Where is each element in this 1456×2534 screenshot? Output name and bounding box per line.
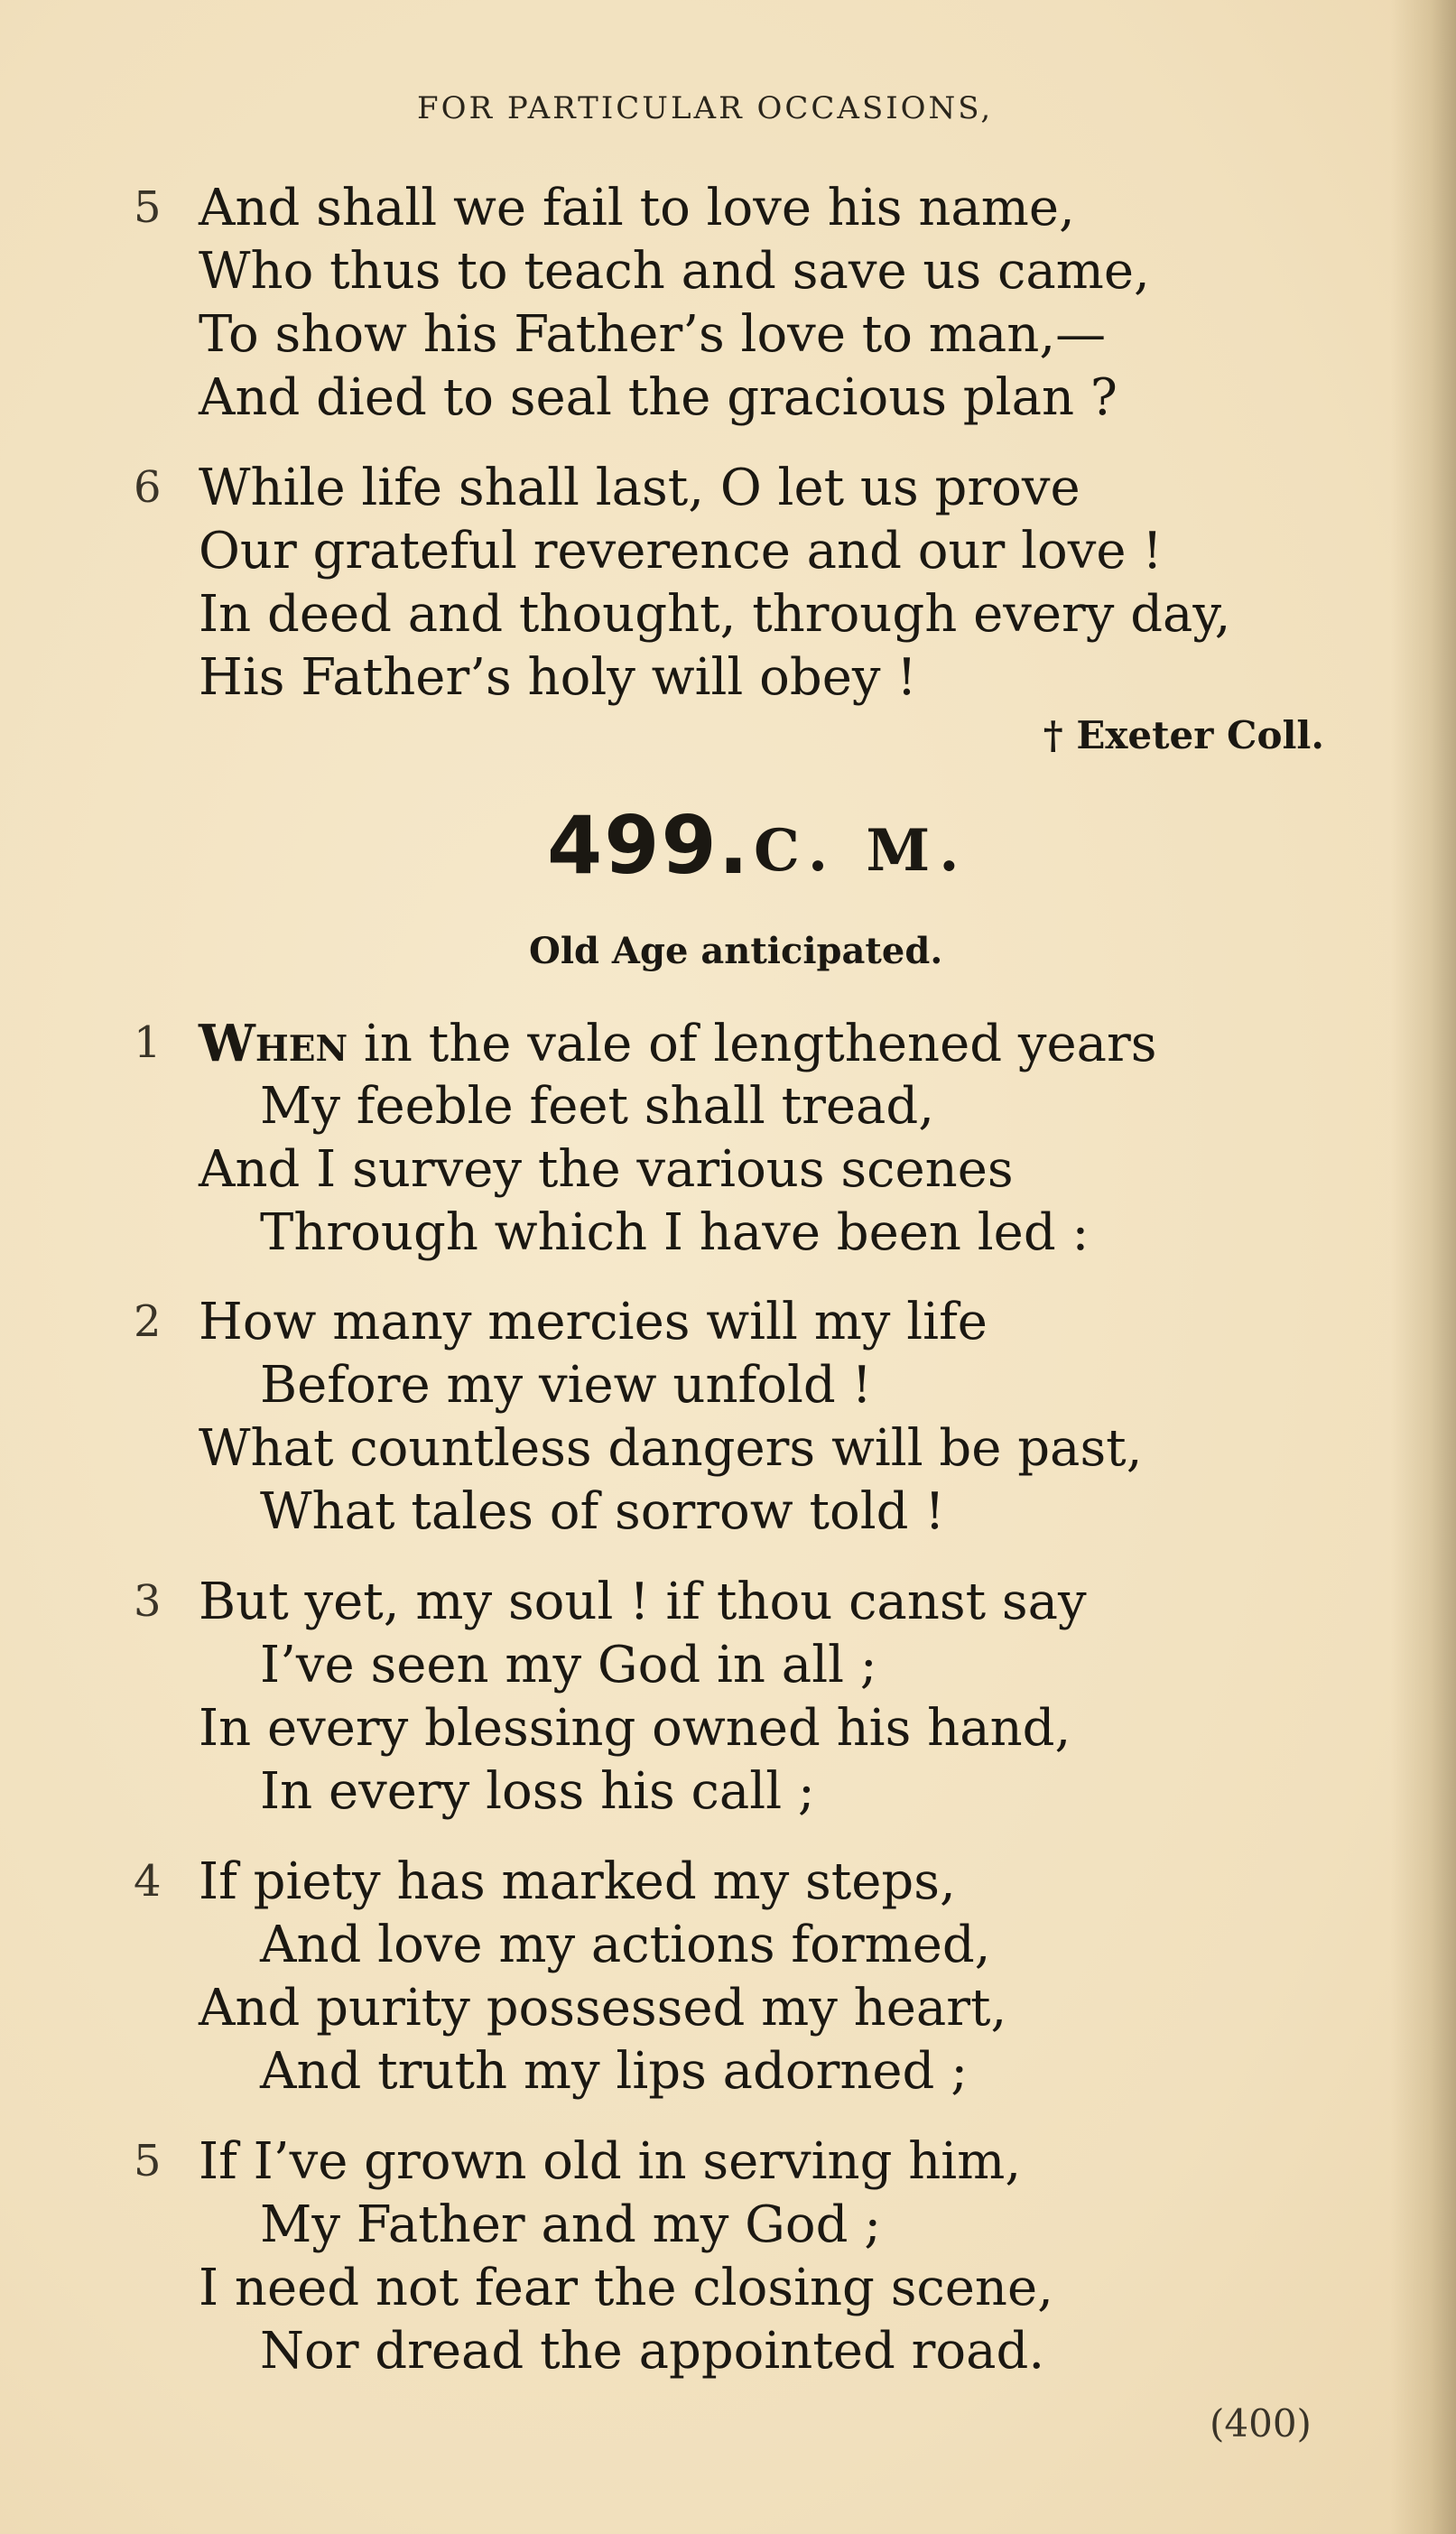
verse-line: But yet, my soul ! if thou canst say — [199, 1573, 1087, 1631]
verse-line: And purity possessed my heart, — [199, 1979, 1007, 2037]
page-number: (400) — [1210, 2401, 1312, 2446]
verse-number: 5 — [134, 2136, 162, 2186]
verse-line: His Father’s holy will obey ! — [199, 648, 917, 707]
verse-line: And I survey the various scenes — [199, 1140, 1014, 1199]
verse-line: Who thus to teach and save us came, — [199, 242, 1150, 301]
verse-line: My Father and my God ; — [260, 2195, 882, 2254]
verse-number: 2 — [134, 1296, 162, 1347]
verse-line: If piety has marked my steps, — [199, 1852, 956, 1911]
verse-line: In every blessing owned his hand, — [199, 1699, 1071, 1758]
verse-line: And truth my lips adorned ; — [260, 2042, 969, 2101]
verse-line-rest: in the vale of lengthened years — [348, 1015, 1157, 1073]
verse-line: Our grateful reverence and our love ! — [199, 522, 1163, 580]
verse-line: Through which I have been led : — [260, 1203, 1090, 1262]
verse-line: In every loss his call ; — [260, 1762, 815, 1821]
verse-line: I need not fear the closing scene, — [199, 2259, 1053, 2317]
verse-line: While life shall last, O let us prove — [199, 459, 1080, 517]
verse-line — [199, 1012, 1157, 1076]
verse-line: And love my actions formed, — [260, 1916, 991, 1974]
verse-line: My feeble feet shall tread, — [260, 1077, 935, 1136]
verse-line: I’ve seen my God in all ; — [260, 1636, 877, 1694]
verse-number: 6 — [134, 462, 162, 513]
hymn-meter: C. M. — [754, 817, 969, 885]
verse-line: And died to seal the gracious plan ? — [199, 368, 1118, 427]
verse-line: To show his Father’s love to man,— — [199, 305, 1107, 364]
verse-number: 4 — [134, 1856, 162, 1907]
hymn-title: Old Age anticipated. — [529, 930, 943, 972]
verse-line: What countless dangers will be past, — [199, 1419, 1143, 1478]
verse-line: If I’ve grown old in serving him, — [199, 2132, 1022, 2191]
verse-number: 3 — [134, 1576, 162, 1627]
verse-line: Before my view unfold ! — [260, 1356, 873, 1415]
attribution: † Exeter Coll. — [1043, 713, 1324, 757]
running-head: FOR PARTICULAR OCCASIONS, — [417, 90, 994, 126]
verse-line: Nor dread the appointed road. — [260, 2322, 1045, 2381]
verse-line: And shall we fail to love his name, — [199, 179, 1075, 237]
verse-number: 1 — [134, 1017, 162, 1068]
hymn-number: 499. — [547, 799, 751, 892]
verse-line: What tales of sorrow told ! — [260, 1482, 945, 1541]
verse-first-word: When — [199, 1014, 348, 1073]
verse-line: How many mercies will my life — [199, 1293, 988, 1351]
verse-number: 5 — [134, 182, 162, 233]
verse-line: In deed and thought, through every day, — [199, 585, 1231, 644]
